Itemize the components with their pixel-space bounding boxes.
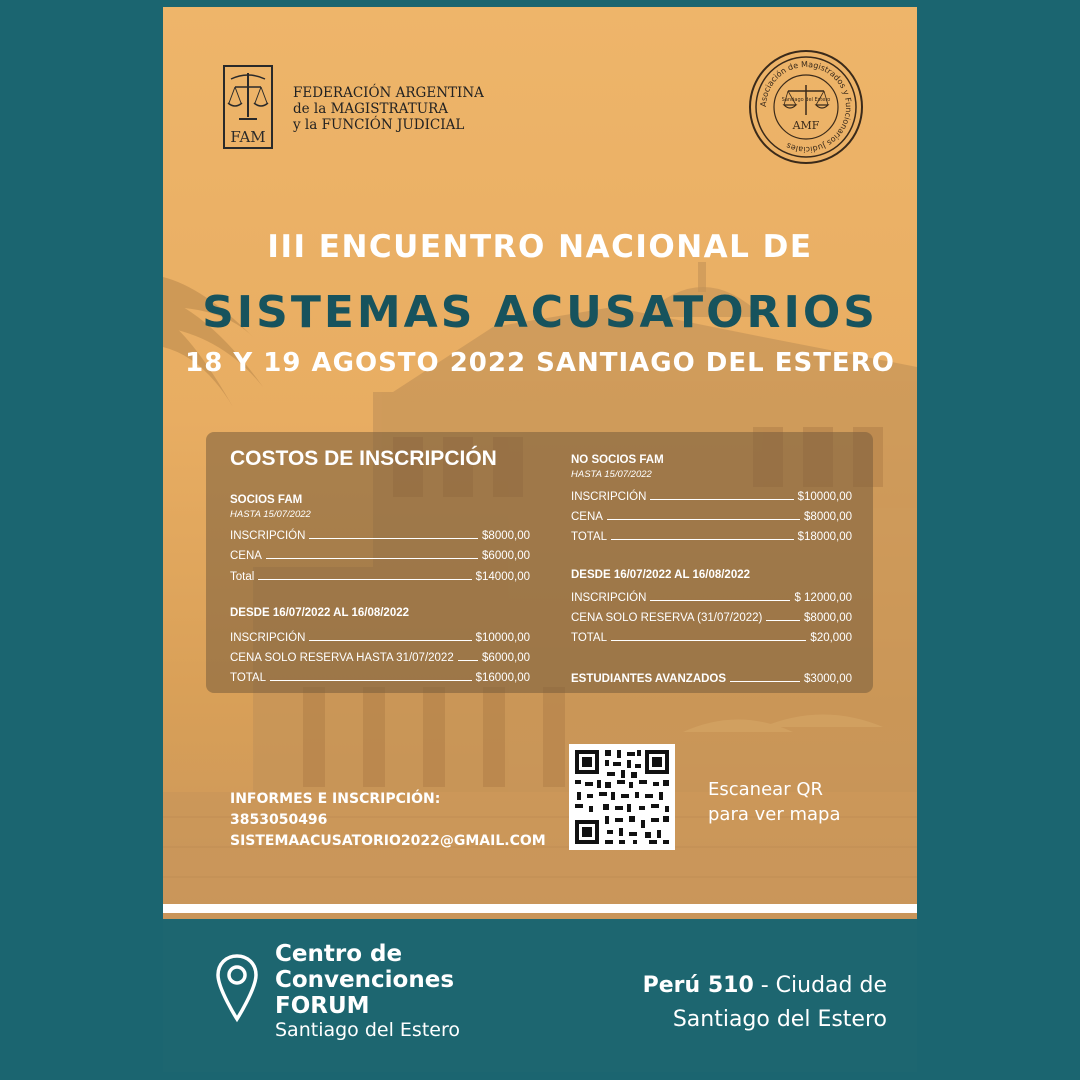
- cost-label: CENA SOLO RESERVA HASTA 31/07/2022: [230, 652, 454, 664]
- poster-photo-area: [163, 7, 917, 919]
- cost-row: [230, 628, 530, 644]
- contact-title: INFORMES E INSCRIPCIÓN:: [230, 791, 441, 807]
- venue-line-3: FORUM: [275, 993, 370, 1019]
- cost-label: Total: [230, 571, 255, 583]
- scan-qr-text: [708, 777, 840, 827]
- cost-value: $3000,00: [804, 673, 852, 685]
- cost-row: [571, 507, 852, 523]
- cost-label: INSCRIPCIÓN: [230, 632, 306, 644]
- cost-row: [230, 648, 530, 664]
- socios-title: SOCIOS FAM: [230, 494, 303, 506]
- cost-value: $6000,00: [482, 652, 530, 664]
- address-city-prefix: - Ciudad de: [753, 973, 887, 998]
- socios-hasta: HASTA 15/07/2022: [230, 509, 311, 520]
- cost-value: $20,000: [810, 632, 852, 644]
- cost-label: INSCRIPCIÓN: [571, 491, 647, 503]
- cost-value: $8000,00: [804, 511, 852, 523]
- venue-name: [275, 941, 460, 1041]
- cost-value: $8000,00: [804, 612, 852, 624]
- divider-line: [163, 904, 917, 913]
- cost-row: [571, 588, 852, 604]
- cost-value: $14000,00: [475, 571, 530, 583]
- cost-value: $16000,00: [475, 672, 530, 684]
- address-city: Santiago del Estero: [672, 1007, 887, 1032]
- cost-label: CENA: [571, 511, 603, 523]
- contact-email[interactable]: SISTEMAACUSATORIO2022@GMAIL.COM: [230, 833, 546, 849]
- event-poster: [163, 7, 917, 1072]
- cost-row: [230, 546, 530, 562]
- fam-name: [293, 85, 484, 133]
- right-desde-title: DESDE 16/07/2022 AL 16/08/2022: [571, 569, 751, 581]
- cost-label: TOTAL: [230, 672, 266, 684]
- fam-line-2: de la MAGISTRATURA: [293, 101, 448, 117]
- cost-row: [571, 608, 852, 624]
- cost-row: [571, 527, 852, 543]
- title-line-1: III ENCUENTRO NACIONAL DE: [267, 229, 813, 265]
- cost-label: ESTUDIANTES AVANZADOS: [571, 673, 727, 685]
- cost-label: TOTAL: [571, 531, 607, 543]
- cost-row: [230, 567, 530, 583]
- title-date-place: 18 Y 19 AGOSTO 2022 SANTIAGO DEL ESTERO: [185, 348, 895, 378]
- cost-label: TOTAL: [571, 632, 607, 644]
- location-pin-icon: [215, 953, 259, 1025]
- estudiantes-row: [571, 669, 852, 685]
- left-desde-title: DESDE 16/07/2022 AL 16/08/2022: [230, 607, 410, 619]
- cost-label: INSCRIPCIÓN: [571, 592, 647, 604]
- fam-logo-icon: [223, 65, 273, 149]
- cost-value: $6000,00: [482, 550, 530, 562]
- address-street: Perú 510: [642, 973, 754, 998]
- qr-code-icon[interactable]: [569, 744, 675, 850]
- cost-value: $18000,00: [797, 531, 852, 543]
- contact-phone[interactable]: 3853050496: [230, 812, 328, 828]
- fam-logo-label: FAM: [230, 128, 266, 146]
- cost-value: $8000,00: [482, 530, 530, 542]
- cost-value: $ 12000,00: [794, 592, 852, 604]
- nosocios-title: NO SOCIOS FAM: [571, 454, 664, 466]
- cost-value: $10000,00: [797, 491, 852, 503]
- nosocios-hasta: HASTA 15/07/2022: [571, 469, 652, 480]
- scan-qr-line-1: Escanear QR: [708, 779, 823, 800]
- scan-qr-line-2: para ver mapa: [708, 804, 841, 825]
- cost-row: [571, 628, 852, 644]
- cost-row: [230, 526, 530, 542]
- fam-line-3: y la FUNCIÓN JUDICIAL: [293, 117, 465, 133]
- cost-row: [230, 668, 530, 684]
- seal-subtext: Santiago del Estero: [781, 97, 831, 103]
- cost-label: CENA SOLO RESERVA (31/07/2022): [571, 612, 763, 624]
- venue-address: [643, 969, 887, 1037]
- seal-initials: AMF: [792, 119, 820, 132]
- cost-label: INSCRIPCIÓN: [230, 530, 306, 542]
- venue-line-1: Centro de: [275, 941, 403, 967]
- venue-line-2: Convenciones: [275, 967, 455, 993]
- cost-label: CENA: [230, 550, 262, 562]
- contact-info: [230, 789, 546, 852]
- cost-row: [571, 487, 852, 503]
- seal-ring-text: Asociación de Magistrados y Funcionarios Judiciales: [758, 59, 854, 155]
- title-line-2: SISTEMAS ACUSATORIOS: [202, 287, 878, 338]
- venue-line-4: Santiago del Estero: [275, 1019, 460, 1041]
- cost-value: $10000,00: [475, 632, 530, 644]
- fam-line-1: FEDERACIÓN ARGENTINA: [293, 85, 484, 101]
- costs-title: COSTOS DE INSCRIPCIÓN: [230, 447, 497, 470]
- association-seal-icon: [748, 49, 864, 165]
